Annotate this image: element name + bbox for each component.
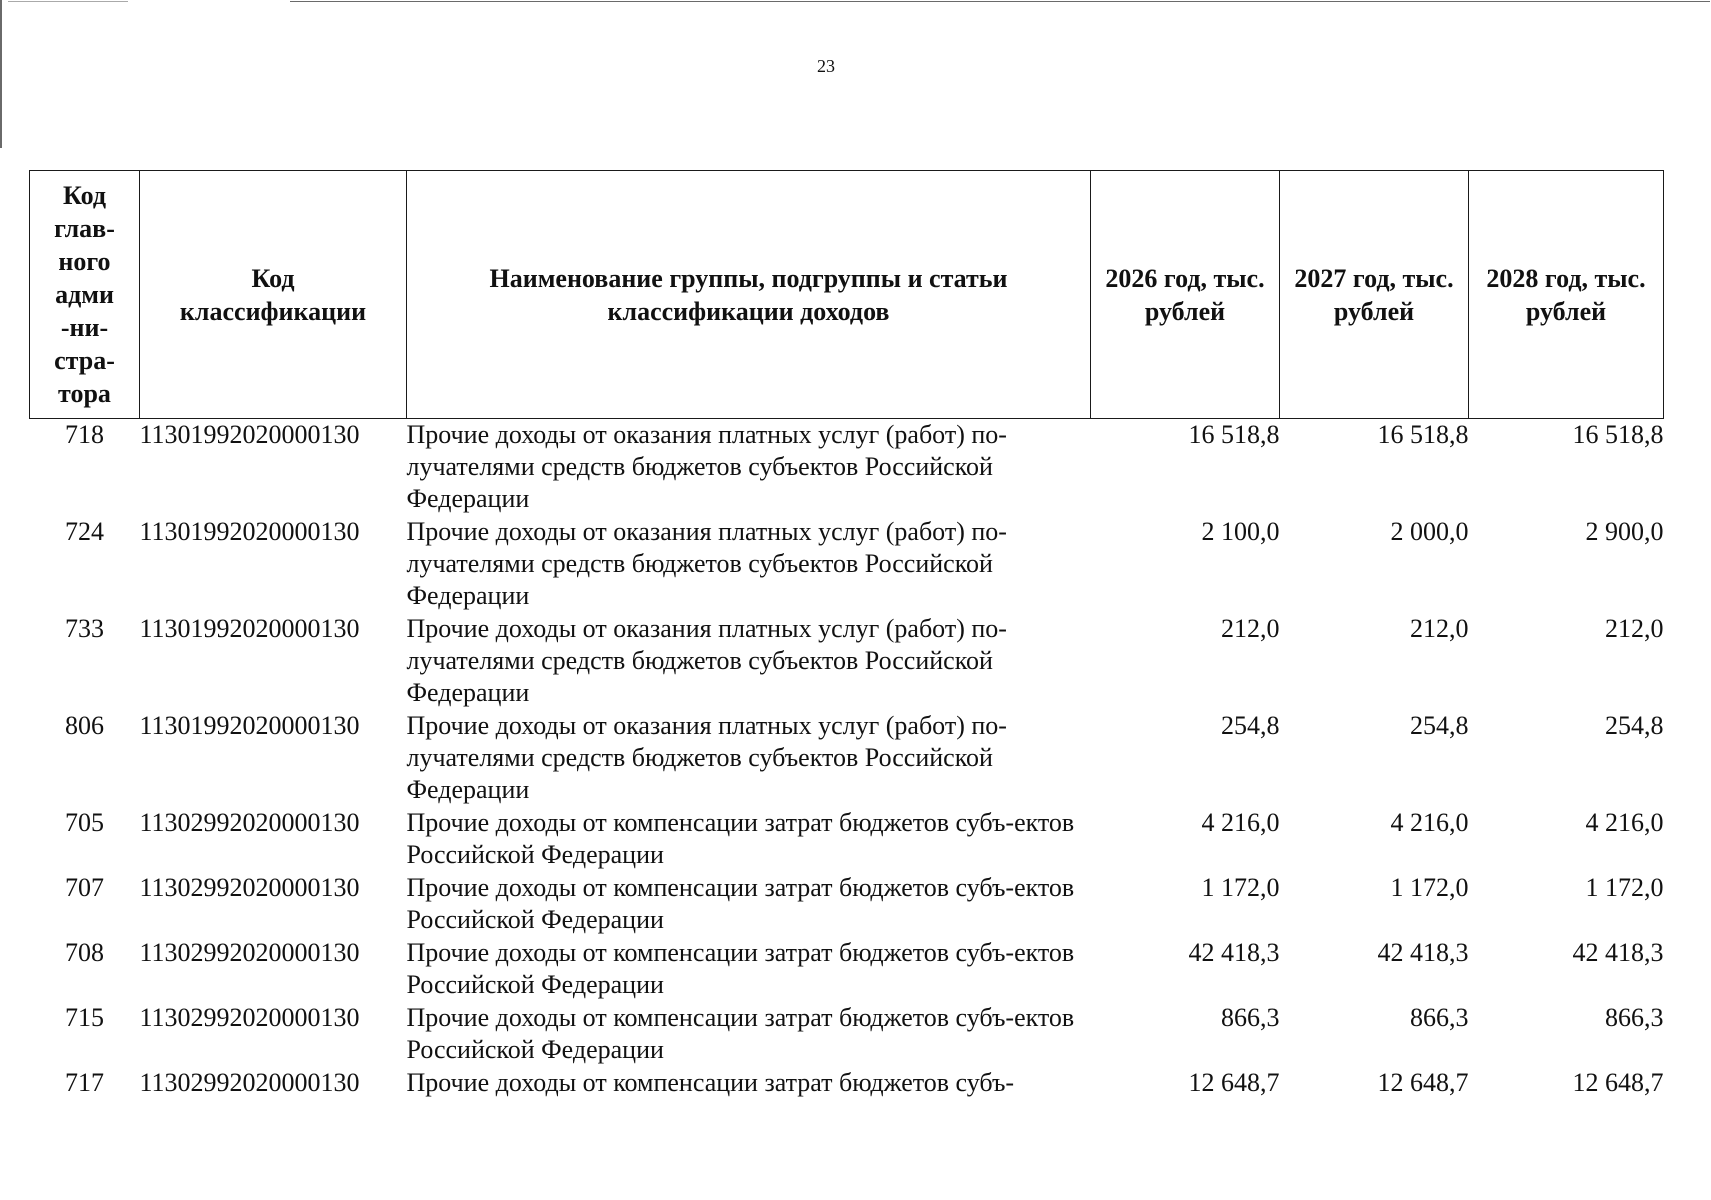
value-2026-cell: 16 518,8: [1188, 420, 1280, 449]
value-2028-cell: 4 216,0: [1585, 808, 1664, 837]
value-2027-cell: 2 000,0: [1390, 517, 1469, 546]
revenue-name-cell: Прочие доходы от оказания платных услуг (работ) по-лучателями средств бюджетов субъектов Российской Федерации: [406, 711, 1007, 804]
table-row: [30, 710, 1664, 807]
header-2027-text: 2027 год, тыс. рублей: [1294, 263, 1454, 326]
revenue-name-cell: Прочие доходы от компенсации затрат бюджетов субъ-: [406, 1068, 1015, 1097]
value-2026-cell: 254,8: [1221, 711, 1280, 740]
header-name: [407, 171, 1091, 419]
value-2026-cell: 2 100,0: [1201, 517, 1280, 546]
value-2027-cell: 212,0: [1410, 614, 1469, 643]
revenue-name-cell: Прочие доходы от оказания платных услуг (работ) по-лучателями средств бюджетов субъектов Российской Федерации: [406, 614, 1007, 707]
value-2028-cell: 16 518,8: [1572, 420, 1664, 449]
header-2026-text: 2026 год, тыс. рублей: [1105, 263, 1265, 326]
value-2027-cell: 42 418,3: [1377, 938, 1469, 967]
classification-code-cell: 11302992020000130: [139, 808, 360, 837]
value-2027-cell: 866,3: [1410, 1003, 1469, 1032]
revenue-name-cell: Прочие доходы от оказания платных услуг (работ) по-лучателями средств бюджетов субъектов Российской Федерации: [406, 517, 1007, 610]
classification-code-cell: 11302992020000130: [139, 1003, 360, 1032]
value-2028-cell: 42 418,3: [1572, 938, 1664, 967]
table-row: [30, 937, 1664, 1002]
classification-code-cell: 11301992020000130: [139, 517, 360, 546]
value-2028-cell: 212,0: [1605, 614, 1664, 643]
classification-code-cell: 11301992020000130: [139, 711, 360, 740]
revenue-name-cell: Прочие доходы от компенсации затрат бюджетов субъ-ектов Российской Федерации: [406, 938, 1075, 999]
revenue-name-cell: Прочие доходы от компенсации затрат бюджетов субъ-ектов Российской Федерации: [406, 873, 1075, 934]
header-2028: [1469, 171, 1664, 419]
table-row: [30, 1002, 1664, 1067]
value-2028-cell: 254,8: [1605, 711, 1664, 740]
admin-code-cell: 717: [65, 1068, 104, 1097]
classification-code-cell: 11301992020000130: [139, 614, 360, 643]
table-row: [30, 807, 1664, 872]
value-2026-cell: 212,0: [1221, 614, 1280, 643]
header-classification-code-text: Код классификации: [179, 263, 367, 326]
value-2026-cell: 866,3: [1221, 1003, 1280, 1032]
header-2027: [1280, 171, 1469, 419]
value-2028-cell: 2 900,0: [1585, 517, 1664, 546]
classification-code-cell: 11302992020000130: [139, 938, 360, 967]
admin-code-cell: 733: [65, 614, 104, 643]
value-2027-cell: 254,8: [1410, 711, 1469, 740]
table-row: [30, 872, 1664, 937]
value-2026-cell: 4 216,0: [1201, 808, 1280, 837]
table-header-row: [30, 171, 1664, 419]
classification-code-cell: 11302992020000130: [139, 873, 360, 902]
header-classification-code: [140, 171, 407, 419]
table-row: [30, 419, 1664, 517]
header-name-text: Наименование группы, подгруппы и статьи классификации доходов: [489, 263, 1008, 326]
value-2027-cell: 4 216,0: [1390, 808, 1469, 837]
admin-code-cell: 715: [65, 1003, 104, 1032]
value-2026-cell: 42 418,3: [1188, 938, 1280, 967]
scan-edge-line: [8, 1, 128, 2]
value-2026-cell: 12 648,7: [1188, 1068, 1280, 1097]
value-2028-cell: 1 172,0: [1585, 873, 1664, 902]
admin-code-cell: 708: [65, 938, 104, 967]
value-2028-cell: 866,3: [1605, 1003, 1664, 1032]
admin-code-cell: 724: [65, 517, 104, 546]
admin-code-cell: 707: [65, 873, 104, 902]
admin-code-cell: 718: [65, 420, 104, 449]
revenue-table: [29, 170, 1664, 1099]
header-2026: [1091, 171, 1280, 419]
header-2028-text: 2028 год, тыс. рублей: [1486, 263, 1646, 326]
revenue-name-cell: Прочие доходы от компенсации затрат бюджетов субъ-ектов Российской Федерации: [406, 808, 1075, 869]
value-2027-cell: 16 518,8: [1377, 420, 1469, 449]
classification-code-cell: 11302992020000130: [139, 1068, 360, 1097]
admin-code-cell: 705: [65, 808, 104, 837]
value-2028-cell: 12 648,7: [1572, 1068, 1664, 1097]
table-row: [30, 1067, 1664, 1099]
revenue-name-cell: Прочие доходы от оказания платных услуг (работ) по-лучателями средств бюджетов субъектов Российской Федерации: [406, 420, 1007, 513]
classification-code-cell: 11301992020000130: [139, 420, 360, 449]
table-row: [30, 516, 1664, 613]
page-number: 23: [817, 56, 835, 76]
admin-code-cell: 806: [65, 711, 104, 740]
table-row: [30, 613, 1664, 710]
value-2027-cell: 1 172,0: [1390, 873, 1469, 902]
value-2026-cell: 1 172,0: [1201, 873, 1280, 902]
revenue-name-cell: Прочие доходы от компенсации затрат бюджетов субъ-ектов Российской Федерации: [406, 1003, 1075, 1064]
header-admin-code-text: Код глав-ного адми-ни-стра-тора: [54, 181, 115, 408]
value-2027-cell: 12 648,7: [1377, 1068, 1469, 1097]
scan-edge-line: [290, 1, 1710, 2]
header-admin-code: [30, 171, 140, 419]
